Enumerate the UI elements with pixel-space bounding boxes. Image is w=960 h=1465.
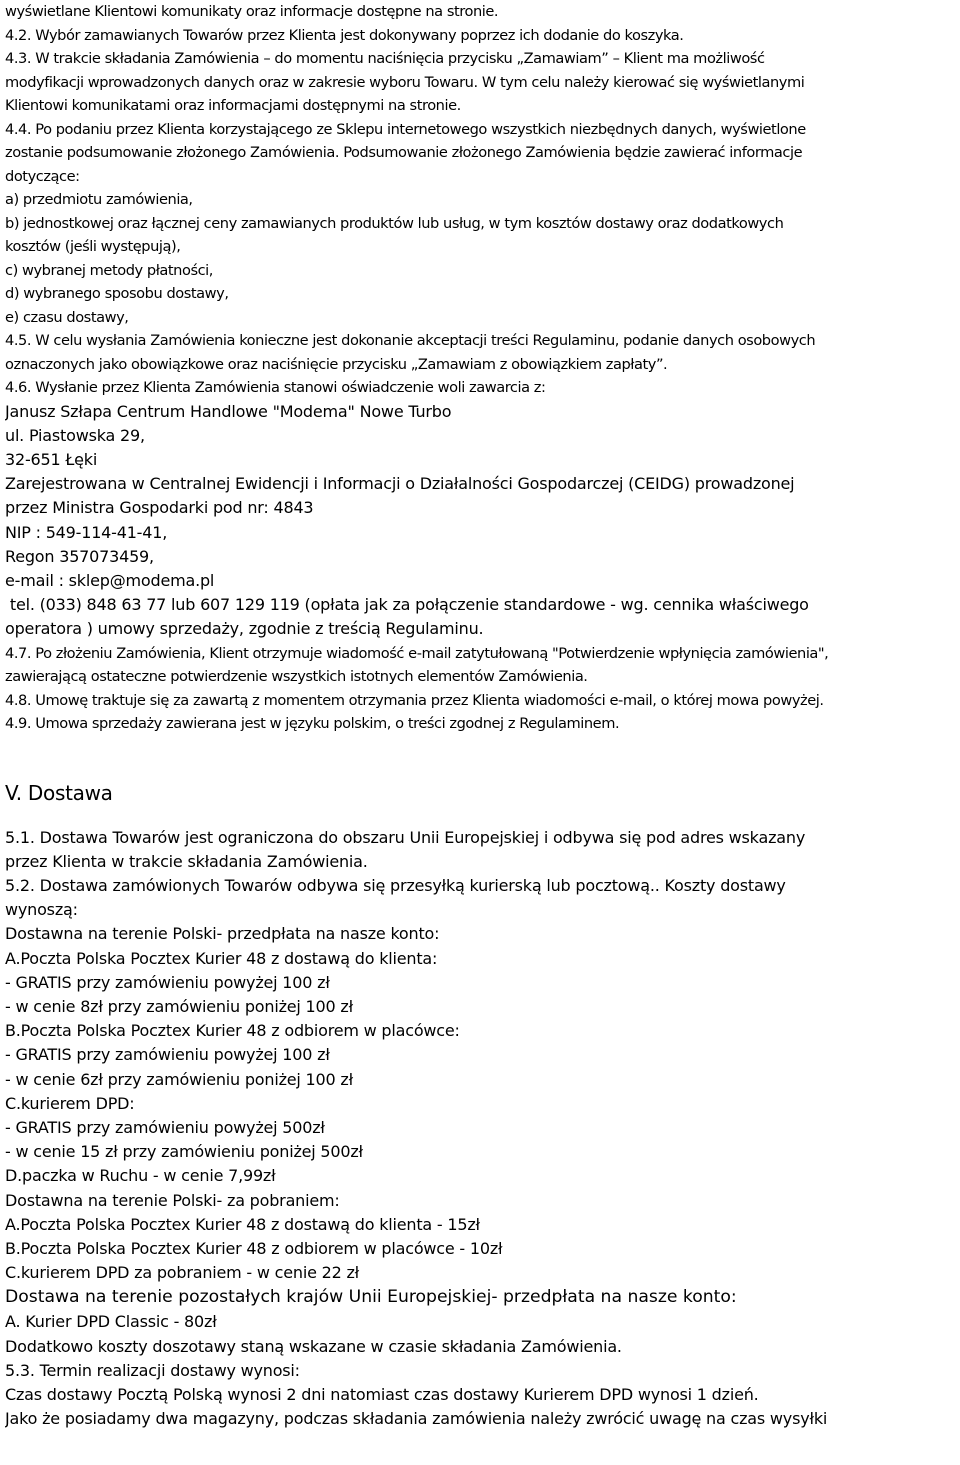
- eu-delivery-heading: Dostawa na terenie pozostałych krajów Unii Europejskiej- przedpłata na nasze konto:: [5, 1287, 737, 1308]
- price-line: C.kurierem DPD za pobraniem - w cenie 22 zł: [5, 1263, 360, 1283]
- order-terms-block-2: [5, 642, 955, 736]
- price-line: - w cenie 8zł przy zamówieniu poniżej 100 zł: [5, 996, 353, 1016]
- company-regon: Regon 357073459,: [5, 546, 154, 566]
- text-line: Jako że posiadamy dwa magazyny, podczas składania zamówienia należy zwrócić uwagę na czas wysyłki: [5, 1409, 828, 1429]
- text-line: 4.2. Wybór zamawianych Towarów przez Klienta jest dokonywany poprzez ich dodanie do koszyka.: [5, 26, 684, 44]
- text-line: 5.3. Termin realizacji dostawy wynosi:: [5, 1360, 300, 1380]
- text-line: Dostawna na terenie Polski- przedpłata na nasze konto:: [5, 924, 440, 944]
- company-registration: Zarejestrowana w Centralnej Ewidencji i Informacji o Działalności Gospodarczej (CEIDG) prowadzonej: [5, 474, 795, 494]
- price-line: - GRATIS przy zamówieniu powyżej 100 zł: [5, 972, 330, 992]
- company-registration: przez Ministra Gospodarki pod nr: 4843: [5, 498, 314, 518]
- text-line: 4.6. Wysłanie przez Klienta Zamówienia stanowi oświadczenie woli zawarcia z:: [5, 379, 546, 396]
- section-heading: V. Dostawa: [5, 780, 113, 805]
- company-city: 32-651 Łęki: [5, 449, 98, 469]
- price-line: - w cenie 15 zł przy zamówieniu poniżej 500zł: [5, 1142, 363, 1162]
- price-line: - GRATIS przy zamówieniu powyżej 100 zł: [5, 1045, 330, 1065]
- text-line: Klientowi komunikatami oraz informacjami dostępnymi na stronie.: [5, 97, 461, 114]
- company-name: Janusz Szłapa Centrum Handlowe "Modema" Nowe Turbo: [5, 401, 452, 421]
- text-line: C.kurierem DPD:: [5, 1093, 135, 1113]
- text-line: 5.1. Dostawa Towarów jest ograniczona do obszaru Unii Europejskiej i odbywa się pod adres wskazany: [5, 827, 806, 847]
- company-details: [5, 400, 955, 642]
- price-line: D.paczka w Ruchu - w cenie 7,99zł: [5, 1166, 276, 1186]
- list-item: a) przedmiotu zamówienia,: [5, 191, 193, 208]
- document-page: [5, 0, 955, 1431]
- list-item: kosztów (jeśli występują),: [5, 238, 181, 255]
- order-terms-block: [5, 0, 955, 400]
- text-line: wyświetlane Klientowi komunikaty oraz informacje dostępne na stronie.: [5, 3, 499, 20]
- company-street: ul. Piastowska 29,: [5, 425, 145, 445]
- price-line: A. Kurier DPD Classic - 80zł: [5, 1312, 217, 1332]
- price-line: B.Poczta Polska Pocztex Kurier 48 z odbiorem w placówce - 10zł: [5, 1238, 503, 1258]
- text-line: przez Klienta w trakcie składania Zamówienia.: [5, 851, 368, 871]
- text-line: zawierającą ostateczne potwierdzenie wszystkich istotnych elementów Zamówienia.: [5, 668, 588, 686]
- text-line: zostanie podsumowanie złożonego Zamówienia. Podsumowanie złożonego Zamówienia będzie zawierać informacje: [5, 144, 803, 161]
- company-nip: NIP : 549-114-41-41,: [5, 522, 168, 542]
- list-item: e) czasu dostawy,: [5, 308, 129, 326]
- text-line: 4.5. W celu wysłania Zamówienia konieczne jest dokonanie akceptacji treści Regulaminu, podanie danych osobowych: [5, 332, 816, 349]
- text-line: Czas dostawy Pocztą Polską wynosi 2 dni natomiast czas dostawy Kurierem DPD wynosi 1 dzień.: [5, 1385, 759, 1404]
- text-line: oznaczonych jako obowiązkowe oraz naciśnięcie przycisku „Zamawiam z obowiązkiem zapłaty”.: [5, 355, 668, 373]
- text-line: B.Poczta Polska Pocztex Kurier 48 z odbiorem w placówce:: [5, 1021, 460, 1041]
- text-line: 4.7. Po złożeniu Zamówienia, Klient otrzymuje wiadomość e-mail zatytułowaną "Potwierdzenie wpłynięcia zamówienia",: [5, 644, 829, 662]
- text-line: 4.4. Po podaniu przez Klienta korzystającego ze Sklepu internetowego wszystkich niezbędnych danych, wyświetlone: [5, 120, 806, 138]
- text-line: dotyczące:: [5, 167, 80, 185]
- list-item: d) wybranego sposobu dostawy,: [5, 285, 229, 302]
- company-phone: operatora ) umowy sprzedaży, zgodnie z treścią Regulaminu.: [5, 619, 484, 639]
- company-email: e-mail : sklep@modema.pl: [5, 570, 215, 590]
- price-line: - GRATIS przy zamówieniu powyżej 500zł: [5, 1117, 325, 1137]
- list-item: b) jednostkowej oraz łącznej ceny zamawianych produktów lub usług, w tym kosztów dostawy oraz dodatkowych: [5, 214, 784, 232]
- text-line: modyfikacji wprowadzonych danych oraz w zakresie wyboru Towaru. W tym celu należy kierować się wyświetlanymi: [5, 73, 805, 91]
- list-item: c) wybranej metody płatności,: [5, 261, 213, 279]
- text-line: A.Poczta Polska Pocztex Kurier 48 z dostawą do klienta:: [5, 948, 438, 968]
- text-line: wynoszą:: [5, 900, 78, 920]
- text-line: Dodatkowo koszty doszotawy staną wskazane w czasie składania Zamówienia.: [5, 1336, 622, 1356]
- price-line: A.Poczta Polska Pocztex Kurier 48 z dostawą do klienta - 15zł: [5, 1214, 480, 1234]
- text-line: 4.3. W trakcie składania Zamówienia – do momentu naciśnięcia przycisku „Zamawiam” – Klient ma możliwość: [5, 50, 765, 67]
- price-line: - w cenie 6zł przy zamówieniu poniżej 100 zł: [5, 1069, 353, 1089]
- text-line: 4.9. Umowa sprzedaży zawierana jest w języku polskim, o treści zgodnej z Regulaminem.: [5, 715, 620, 733]
- text-line: 4.8. Umowę traktuje się za zawartą z momentem otrzymania przez Klienta wiadomości e-mail, o której mowa powyżej.: [5, 691, 824, 709]
- text-line: Dostawna na terenie Polski- za pobraniem:: [5, 1190, 340, 1210]
- company-phone: tel. (033) 848 63 77 lub 607 129 119 (opłata jak za połączenie standardowe - wg. cennika właściwego: [5, 595, 809, 615]
- delivery-section: [5, 826, 955, 1432]
- text-line: 5.2. Dostawa zamówionych Towarów odbywa się przesyłką kurierską lub pocztową.. Koszty dostawy: [5, 875, 786, 895]
